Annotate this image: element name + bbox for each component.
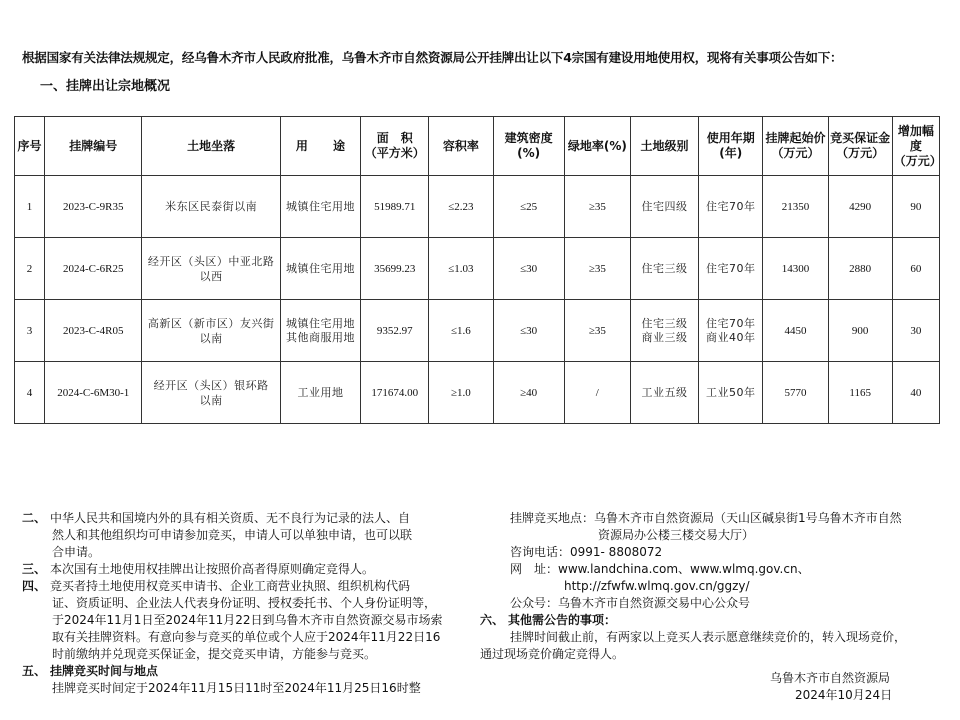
cell-use: 城镇住宅用地 xyxy=(280,176,360,238)
cell-increment: 90 xyxy=(892,176,939,238)
section-6-title: 六、 其他需公告的事项： xyxy=(480,613,617,627)
cell-location: 高新区（新市区）友兴街 以南 xyxy=(142,300,280,362)
cell-seq: 4 xyxy=(15,362,45,424)
section-4-line: 取有关挂牌资料。有意向参与竞买的单位或个人应于2024年11月22日16 xyxy=(52,630,441,644)
cell-green: / xyxy=(564,362,630,424)
cell-deposit: 1165 xyxy=(828,362,892,424)
section-1-title: 一、挂牌出让宗地概况 xyxy=(40,79,171,94)
cell-location: 米东区民泰街以南 xyxy=(142,176,280,238)
header-location: 土地坐落 xyxy=(142,117,280,176)
section-4-line: 时前缴纳并兑现竞买保证金，提交竞买申请，方能参与竞买。 xyxy=(52,647,377,661)
section-5-line: 挂牌竞买时间定于2024年11月15日11时至2024年11月25日16时整 xyxy=(52,681,421,695)
cell-location: 经开区（头区）银环路 以南 xyxy=(142,362,280,424)
cell-use: 城镇住宅用地 其他商服用地 xyxy=(280,300,360,362)
header-seq: 序号 xyxy=(15,117,45,176)
header-price: 挂牌起始价 （万元） xyxy=(763,117,828,176)
cell-code: 2023-C-4R05 xyxy=(45,300,142,362)
cell-term: 住宅70年 商业40年 xyxy=(699,300,763,362)
cell-far: ≤1.03 xyxy=(429,238,493,300)
cell-grade: 住宅三级 商业三级 xyxy=(630,300,698,362)
cell-seq: 3 xyxy=(15,300,45,362)
notes-left-column xyxy=(22,510,482,697)
cell-increment: 60 xyxy=(892,238,939,300)
cell-location: 经开区（头区）中亚北路 以西 xyxy=(142,238,280,300)
section-6-line: 挂牌时间截止前，有两家以上竞买人表示愿意继续竞价的，转入现场竞价， xyxy=(510,630,907,644)
cell-code: 2024-C-6M30-1 xyxy=(45,362,142,424)
signature-date: 2024年10月24日 xyxy=(795,688,893,702)
section-2-line: 然人和其他组织均可申请参加竞买，申请人可以单独申请，也可以联 xyxy=(52,528,413,542)
section-5-title: 五、 挂牌竞买时间与地点 xyxy=(22,664,159,678)
header-density: 建筑密度(%) xyxy=(493,117,564,176)
cell-deposit: 2880 xyxy=(828,238,892,300)
header-code: 挂牌编号 xyxy=(45,117,142,176)
table-row xyxy=(15,238,940,300)
cell-green: ≥35 xyxy=(564,300,630,362)
cell-area: 9352.97 xyxy=(361,300,429,362)
auction-place-line: 资源局办公楼三楼交易大厅） xyxy=(598,528,755,542)
cell-deposit: 4290 xyxy=(828,176,892,238)
section-6-line: 通过现场竞价确定竞得人。 xyxy=(480,647,625,661)
cell-term: 住宅70年 xyxy=(699,238,763,300)
section-2-line: 合申请。 xyxy=(52,545,101,559)
header-far: 容积率 xyxy=(429,117,493,176)
cell-deposit: 900 xyxy=(828,300,892,362)
section-2: 二、 中华人民共和国境内外的具有相关资质、无不良行为记录的法人、自 xyxy=(22,511,411,525)
cell-density: ≤30 xyxy=(493,238,564,300)
website: 网 址：www.landchina.com、www.wlmq.gov.cn、 xyxy=(510,562,810,576)
announcement-intro: 根据国家有关法律法规规定，经乌鲁木齐市人民政府批准，乌鲁木齐市自然资源局公开挂牌出让以下4宗国有建设用地使用权，现将有关事项公告如下： xyxy=(22,50,843,65)
header-green: 绿地率(%) xyxy=(564,117,630,176)
cell-area: 51989.71 xyxy=(361,176,429,238)
section-4-line: 于2024年11月1日至2024年11月22日到乌鲁木齐市自然资源交易市场索 xyxy=(52,613,443,627)
cell-code: 2024-C-6R25 xyxy=(45,238,142,300)
header-term: 使用年期 (年) xyxy=(699,117,763,176)
cell-far: ≤1.6 xyxy=(429,300,493,362)
auction-place: 挂牌竞买地点：乌鲁木齐市自然资源局（天山区碱泉街1号乌鲁木齐市自然 xyxy=(510,511,902,525)
land-parcel-table xyxy=(14,116,940,424)
cell-price: 14300 xyxy=(763,238,828,300)
cell-density: ≤25 xyxy=(493,176,564,238)
cell-far: ≤2.23 xyxy=(429,176,493,238)
cell-seq: 2 xyxy=(15,238,45,300)
cell-term: 工业50年 xyxy=(699,362,763,424)
cell-term: 住宅70年 xyxy=(699,176,763,238)
cell-density: ≤30 xyxy=(493,300,564,362)
cell-price: 21350 xyxy=(763,176,828,238)
cell-grade: 工业五级 xyxy=(630,362,698,424)
cell-use: 工业用地 xyxy=(280,362,360,424)
website-line: http://zfwfw.wlmq.gov.cn/ggzy/ xyxy=(564,579,750,593)
table-header-row xyxy=(15,117,940,176)
header-area: 面 积 （平方米） xyxy=(361,117,429,176)
cell-increment: 40 xyxy=(892,362,939,424)
header-use: 用 途 xyxy=(280,117,360,176)
notes-right-column xyxy=(480,510,940,663)
cell-green: ≥35 xyxy=(564,176,630,238)
table-row xyxy=(15,300,940,362)
section-4-line: 证、资质证明、企业法人代表身份证明、授权委托书、个人身份证明等， xyxy=(52,596,437,610)
cell-area: 35699.23 xyxy=(361,238,429,300)
cell-price: 4450 xyxy=(763,300,828,362)
cell-density: ≥40 xyxy=(493,362,564,424)
cell-increment: 30 xyxy=(892,300,939,362)
wechat-account: 公众号：乌鲁木齐市自然资源交易中心公众号 xyxy=(510,596,751,610)
cell-code: 2023-C-9R35 xyxy=(45,176,142,238)
cell-far: ≥1.0 xyxy=(429,362,493,424)
cell-area: 171674.00 xyxy=(361,362,429,424)
cell-grade: 住宅四级 xyxy=(630,176,698,238)
cell-green: ≥35 xyxy=(564,238,630,300)
cell-use: 城镇住宅用地 xyxy=(280,238,360,300)
table-row xyxy=(15,176,940,238)
header-grade: 土地级别 xyxy=(630,117,698,176)
cell-price: 5770 xyxy=(763,362,828,424)
contact-phone: 咨询电话：0991- 8808072 xyxy=(510,545,663,559)
section-4: 四、 竞买者持土地使用权竞买申请书、企业工商营业执照、组织机构代码 xyxy=(22,579,411,593)
cell-grade: 住宅三级 xyxy=(630,238,698,300)
header-increment: 增加幅度 （万元） xyxy=(892,117,939,176)
header-deposit: 竞买保证金 （万元） xyxy=(828,117,892,176)
table-row xyxy=(15,362,940,424)
cell-seq: 1 xyxy=(15,176,45,238)
signature-org: 乌鲁木齐市自然资源局 xyxy=(770,671,891,685)
section-3: 三、 本次国有土地使用权挂牌出让按照价高者得原则确定竞得人。 xyxy=(22,562,375,576)
